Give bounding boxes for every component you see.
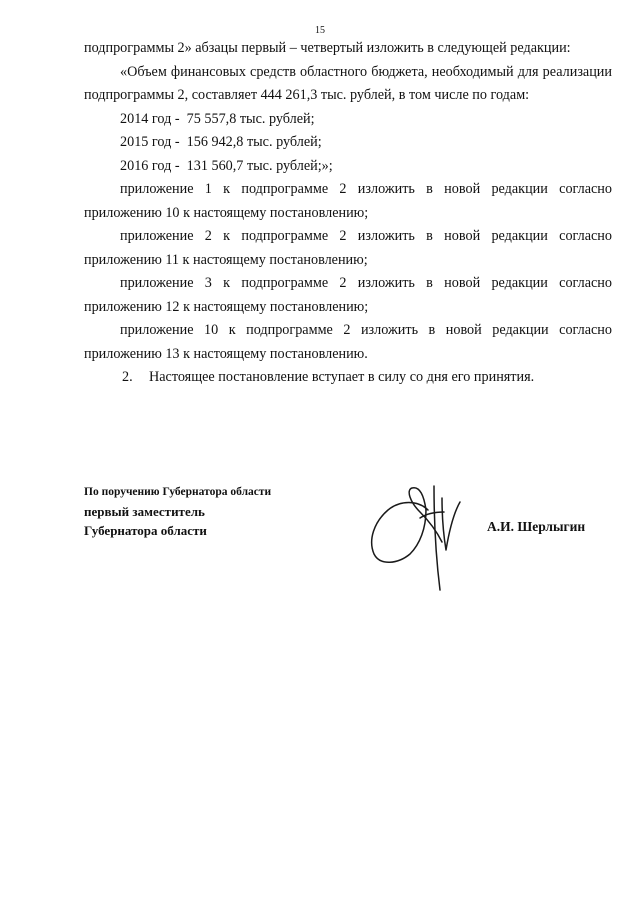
- paragraph-continuation: подпрограммы 2» абзацы первый – четвертый изложить в следующей редакции:: [84, 40, 571, 56]
- paragraph-appendix-1: приложение 1 к подпрограмме 2 изложить в новой редакции согласно приложению 10 к настоящему постановлению;: [84, 181, 612, 221]
- year-line-2016: 2016 год - 131 560,7 тыс. рублей;»;: [120, 157, 333, 174]
- paragraph-appendix-10: приложение 10 к подпрограмме 2 изложить в новой редакции согласно приложению 13 к настоящему постановлению.: [84, 322, 612, 362]
- signatory-name: А.И. Шерлыгин: [487, 519, 586, 534]
- paragraph-budget: «Объем финансовых средств областного бюджета, необходимый для реализации подпрограммы 2, составляет 444 261,3 тыс. рублей, в том числе по годам:: [84, 63, 612, 103]
- handwritten-signature-icon: [360, 478, 480, 596]
- clause-text: Настоящее постановление вступает в силу со дня его принятия.: [149, 369, 535, 385]
- clause-2: [84, 366, 612, 390]
- year-line-2015: 2015 год - 156 942,8 тыс. рублей;: [120, 134, 322, 150]
- year-line-2014: 2014 год - 75 557,8 тыс. рублей;: [120, 110, 315, 127]
- signature-line-title: первый заместитель: [84, 504, 205, 519]
- paragraph-appendix-3: приложение 3 к подпрограмме 2 изложить в новой редакции согласно приложению 12 к настоящему постановлению;: [84, 275, 612, 315]
- page-number: 15: [315, 25, 325, 36]
- signature-line-position: Губернатора области: [84, 523, 207, 538]
- document-body: [84, 37, 612, 390]
- paragraph-appendix-2: приложение 2 к подпрограмме 2 изложить в новой редакции согласно приложению 11 к настоящему постановлению;: [84, 228, 612, 268]
- signature-line-authority: По поручению Губернатора области: [84, 486, 272, 498]
- clause-number: 2.: [122, 369, 133, 385]
